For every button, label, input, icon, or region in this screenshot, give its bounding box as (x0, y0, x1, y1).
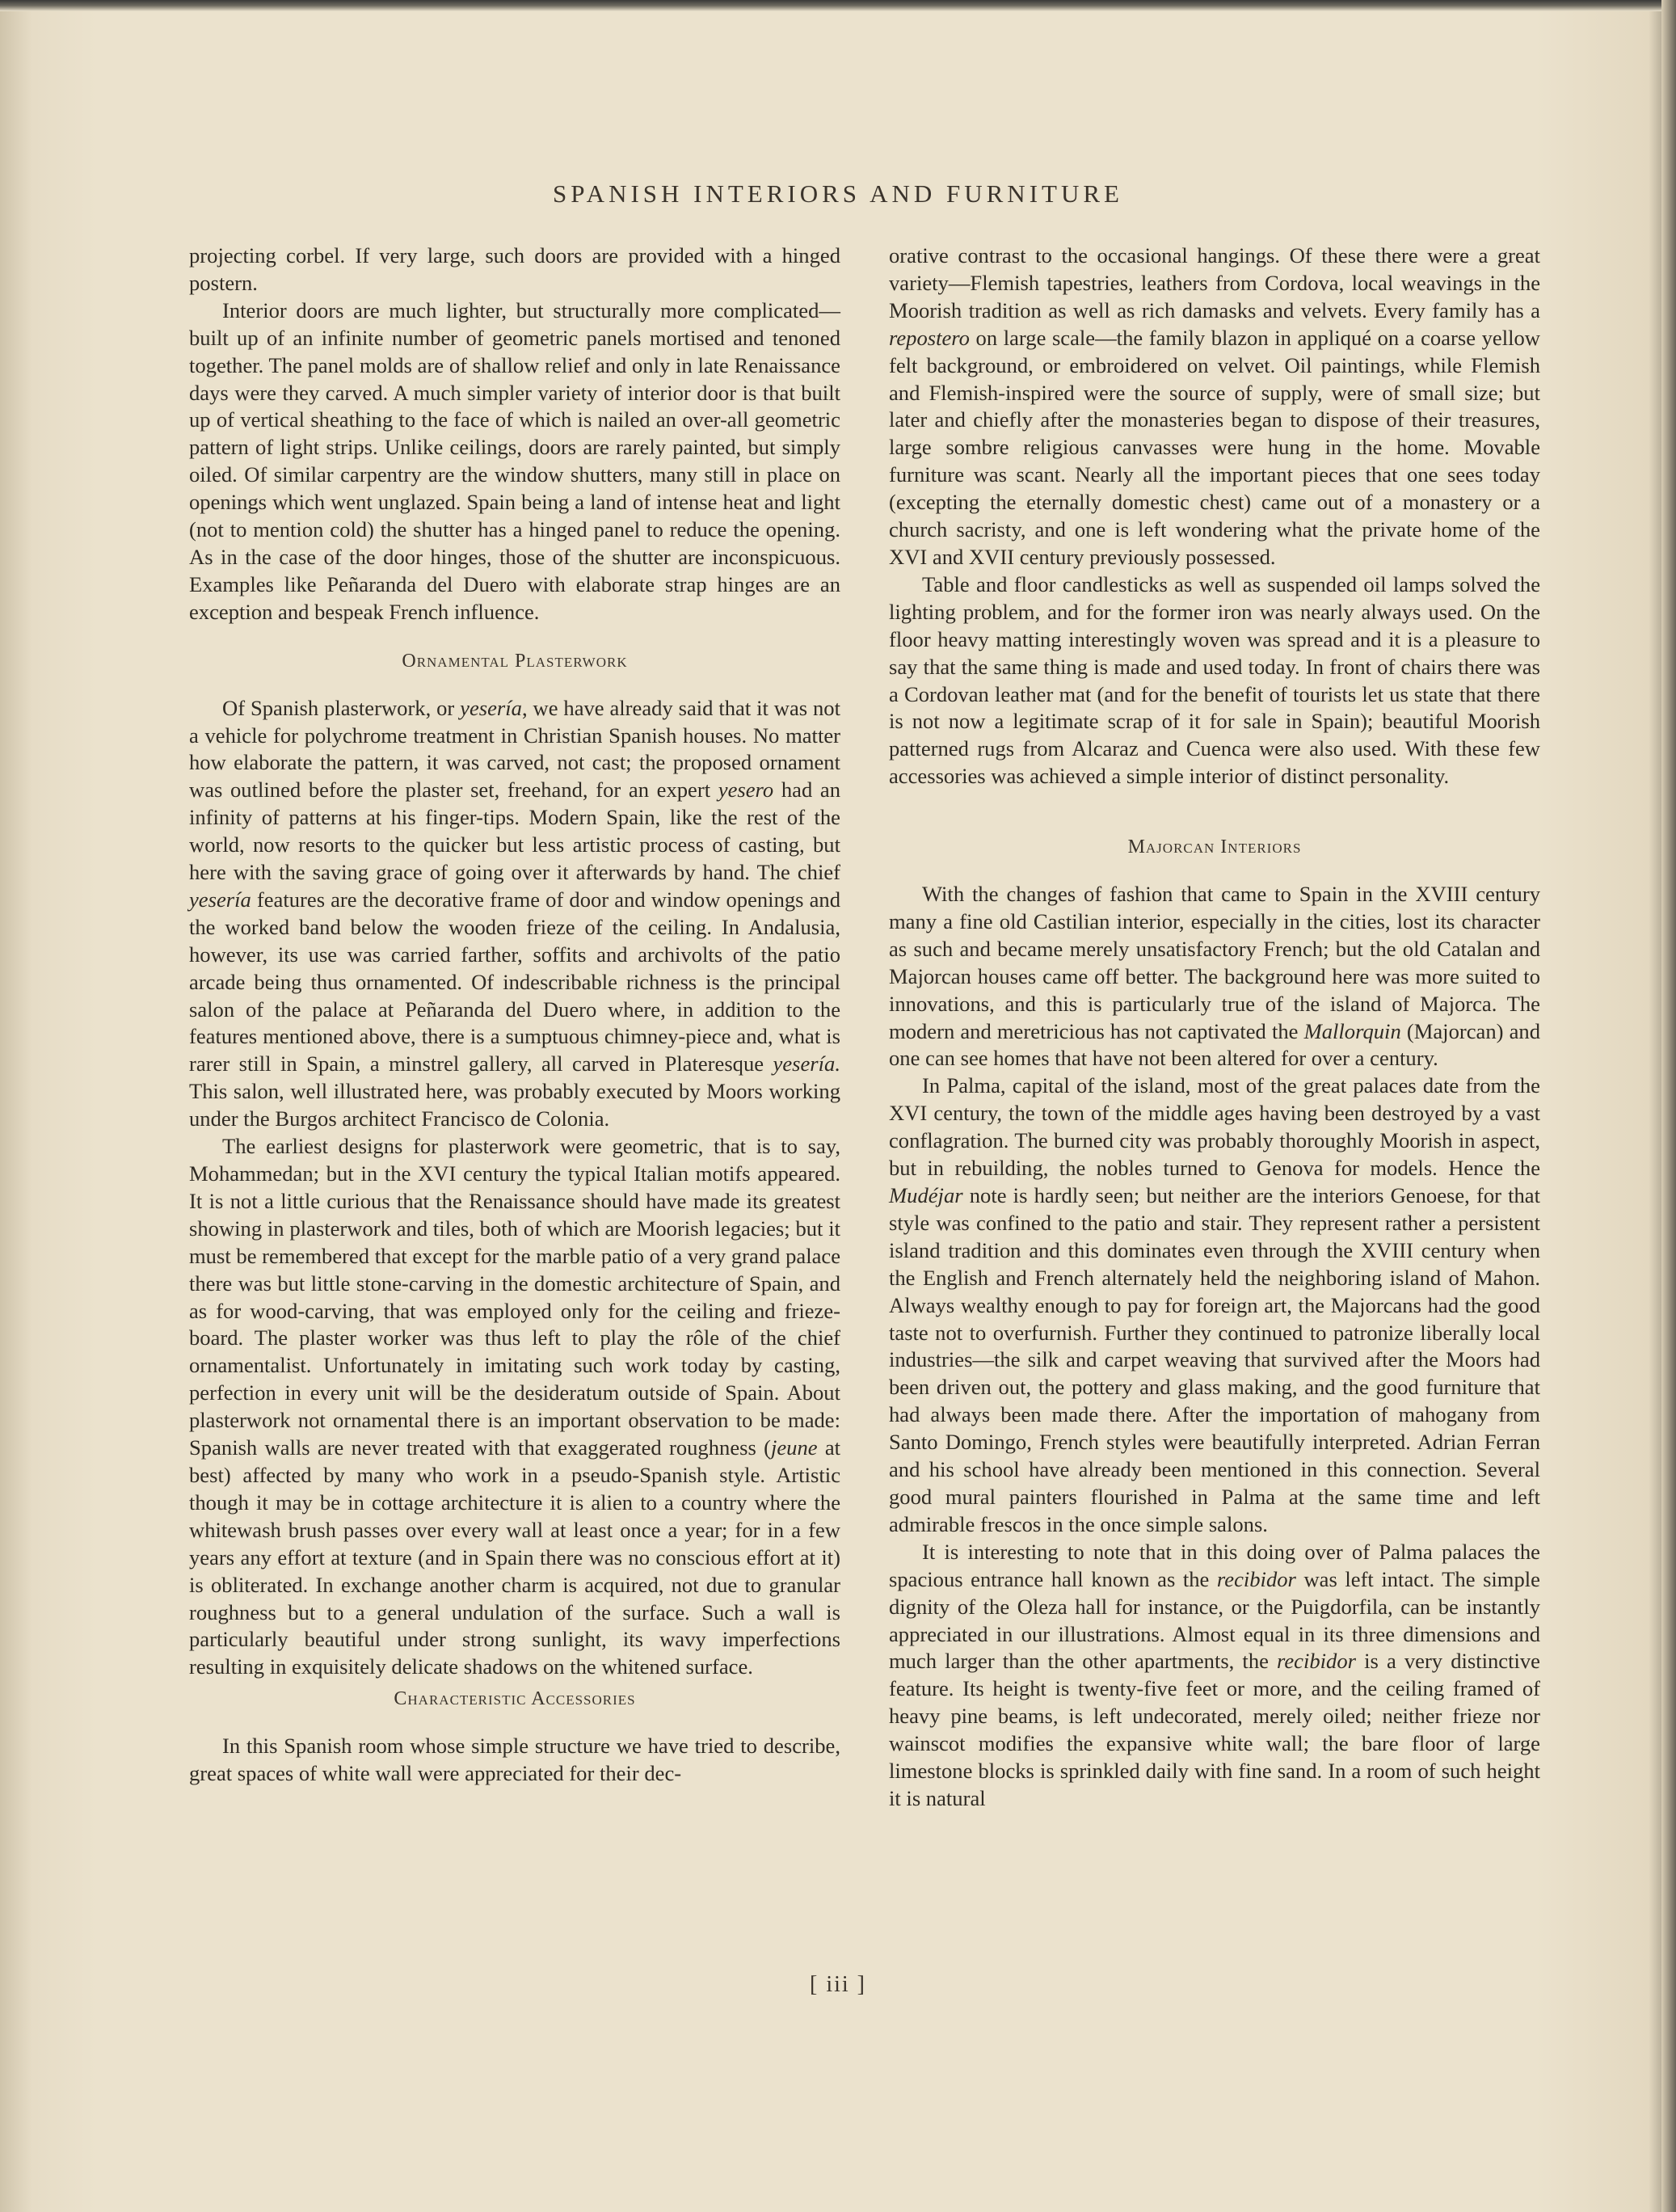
page-right-edge (1661, 0, 1676, 2212)
paragraph: The earliest designs for plasterwork were geometric, that is to say, Mohammedan; but in the XVI century the typical Italian motifs appeared. It is not a little curious that the Renaissance should have made its greatest showing in plasterwork and tiles, both of which are Moorish legacies; but it must be remembered that except for the marble patio of a very grand palace there was but little stone-carving in the domestic architecture of Spain, and as for wood-carving, that was employed only for the ceiling and frieze-board. The plaster worker was thus left to play the rôle of the chief ornamentalist. Unfortunately in imitating such work today by casting, perfection in every unit will be the desideratum outside of Spain. About plasterwork not ornamental there is an important observation to be made: Spanish walls are never treated with that exaggerated roughness (jeune at best) affected by many who work in a pseudo-Spanish style. Artistic though it may be in cottage architecture it is alien to a country where the whitewash brush passes over every wall at least once a year; for in a few years any effort at texture (and in Spain there was no conscious effort at it) is obliterated. In exchange another charm is acquired, not due to granular roughness but to a general undulation of the surface. Such a wall is particularly beautiful under strong sunlight, its wavy imperfections resulting in exquisitely delicate shadows on the whitened surface. (189, 1134, 841, 1679)
paragraph: Of Spanish plasterwork, or yesería, we have already said that it was not a vehicle for polychrome treatment in Christian Spanish houses. No matter how elaborate the pattern, it was carved, not cast; the proposed ornament was outlined before the plaster set, freehand, for an expert yesero had an infinity of patterns at his finger-tips. Modern Spain, like the rest of the world, now resorts to the quicker but less artistic process of casting, but here with the saving grace of going over it afterwards by hand. The chief yesería features are the decorative frame of door and window openings and the worked band below the wooden frieze of the ceiling. In Andalusia, however, its use was carried farther, soffits and archivolts of the patio arcade being thus ornamented. Of indescribable richness is the principal salon of the palace at Peñaranda del Duero where, in addition to the features mentioned above, there is a sumptuous chimney-piece and, what is rarer still in Spain, a minstrel gallery, all carved in Plateresque yesería. This salon, well illustrated here, was probably executed by Moors working under the Burgos architect Francisco de Colonia. (189, 695, 840, 1131)
right-column (889, 242, 1540, 1813)
left-column (189, 242, 840, 1788)
running-head: SPANISH INTERIORS AND FURNITURE (553, 179, 1123, 208)
section-heading-ornamental-plasterwork: Ornamental Plasterwork (402, 650, 628, 672)
paragraph: With the changes of fashion that came to Spain in the XVIII century many a fine old Castilian interior, especially in the cities, lost its character as such and became merely unsatisfactory French; but the old Catalan and Majorcan houses came off better. The background here was more suited to innovations, and this is particularly true of the island of Majorca. The modern and meretricious has not captivated the Mallorquin (Majorcan) and one can see homes that have not been altered for over a century. (889, 882, 1540, 1071)
page-number: [ iii ] (810, 1972, 866, 1997)
paragraph: projecting corbel. If very large, such doors are provided with a hinged postern. (189, 243, 840, 295)
paragraph: orative contrast to the occasional hangings. Of these there were a great variety—Flemish tapestries, leathers from Cordova, local weavings in the Moorish tradition as well as rich damasks and velvets. Every family has a repostero on large scale—the family blazon in appliqué on a coarse yellow felt background, or embroidered on velvet. Oil paintings, while Flemish and Flemish-inspired were the source of supply, were of small size; but later and chiefly after the monasteries began to dispose of their treasures, large sombre religious canvasses were hung in the home. Movable furniture was scant. Nearly all the important pieces that one sees today (excepting the eternally domestic chest) came out of a monastery or a church sacristy, and one is left wondering what the private home of the XVI and XVII century previously possessed. (889, 243, 1540, 569)
section-heading-characteristic-accessories: Characteristic Accessories (394, 1688, 636, 1710)
paragraph: In Palma, capital of the island, most of the great palaces date from the XVI century, the town of the middle ages having been destroyed by a vast conflagration. The burned city was probably thoroughly Moorish in aspect, but in rebuilding, the nobles turned to Genova for models. Hence the Mudéjar note is hardly seen; but neither are the interiors Genoese, for that style was confined to the patio and stair. They represent rather a persistent island tradition and this dominates even through the XVIII century when the English and French alternately held the neighboring island of Mahon. Always wealthy enough to pay for foreign art, the Majorcans had the good taste not to overfurnish. Further they continued to patronize liberally local industries—the silk and carpet weaving that survived after the Moors had been driven out, the pottery and glass making, and the good furniture that had always been made there. After the importation of mahogany from Santo Domingo, French styles were beautifully interpreted. Adrian Ferran and his school have already been mentioned in this connection. Several good mural painters flourished in Palma at the same time and left admirable frescos in the once simple salons. (889, 1073, 1540, 1536)
paragraph: Table and floor candlesticks as well as suspended oil lamps solved the lighting problem, and for the former iron was nearly always used. On the floor heavy matting interestingly woven was spread and it is a pleasure to say that the same thing is made and used today. In front of chairs there was a Cordovan leather mat (and for the benefit of tourists let us state that there is not now a legitimate scrap of it for sale in Spain); beautiful Moorish patterned rugs from Alcaraz and Cuenca were also used. With these few accessories was achieved a simple interior of distinct personality. (889, 571, 1540, 789)
page-top-edge (0, 0, 1676, 11)
paragraph: Interior doors are much lighter, but structurally more complicated—built up of an infinite number of geometric panels mortised and tenoned together. The panel molds are of shallow relief and only in late Renaissance days were they carved. A much simpler variety of interior door is that built up of vertical sheathing to the face of which is nailed an over-all geometric pattern of light strips. Unlike ceilings, doors are rarely painted, but simply oiled. Of similar carpentry are the window shutters, many still in place on openings which went unglazed. Spain being a land of intense heat and light (not to mention cold) the shutter has a hinged panel to reduce the opening. As in the case of the door hinges, those of the shutter are inconspicuous. Examples like Peñaranda del Duero with elaborate strap hinges are an exception and bespeak French influence. (189, 297, 840, 624)
section-heading-majorcan-interiors: Majorcan Interiors (1127, 836, 1302, 858)
paragraph: In this Spanish room whose simple structure we have tried to describe, great spaces of white wall were appreciated for their dec- (189, 1734, 840, 1786)
paragraph: It is interesting to note that in this doing over of Palma palaces the spacious entrance hall known as the recibidor was left intact. The simple dignity of the Oleza hall for instance, or the Puigdorfila, can be instantly appreciated in our illustrations. Almost equal in its three dimensions and much larger than the other apartments, the recibidor is a very distinctive feature. Its height is twenty-five feet or more, and the ceiling framed of heavy pine beams, is left undecorated, merely oiled; neither frieze nor wainscot modifies the expansive white wall; the bare floor of large limestone blocks is sprinkled daily with fine sand. In a room of such height it is natural (889, 1539, 1540, 1810)
